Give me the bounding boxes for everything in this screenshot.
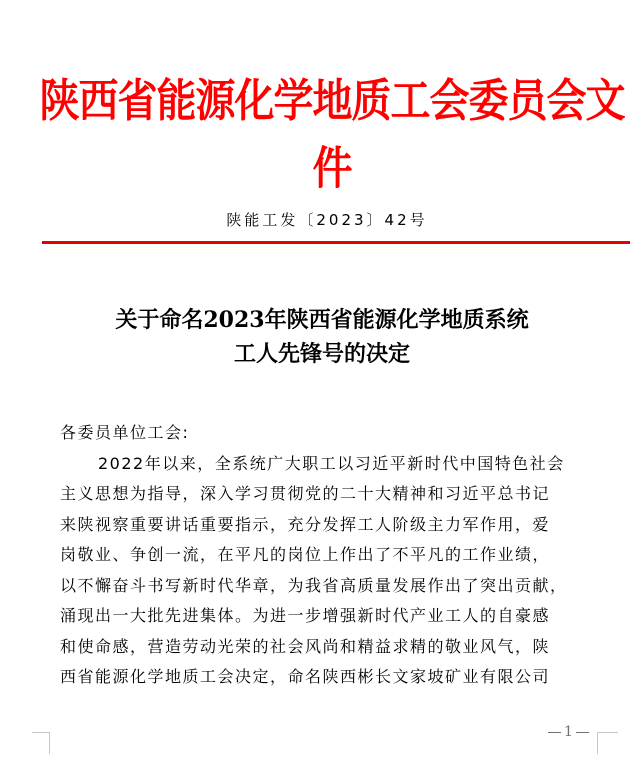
body-line: 来陕视察重要讲话重要指示，充分发挥工人阶级主力军作用，爱: [60, 514, 551, 534]
page-number: [548, 722, 589, 742]
body-line: 和使命感，营造劳动光荣的社会风尚和精益求精的敬业风气，陕: [60, 636, 551, 656]
page-number-dash-right: [576, 732, 589, 733]
body-line: 2022年以来，全系统广大职工以习近平新时代中国特色社会: [98, 453, 565, 473]
body-line: 主义思想为指导，深入学习贯彻党的二十大精神和习近平总书记: [60, 484, 551, 503]
body-line: 以不懈奋斗书写新时代华章，为我省高质量发展作出了突出贡献，: [60, 575, 568, 595]
page-number-dash-left: [548, 732, 561, 733]
document-title: [0, 303, 634, 371]
document-number: 陕能工发〔2023〕42号: [226, 211, 428, 229]
title-line-2: 工人先锋号的决定: [233, 341, 410, 367]
page-margin-corner-right: [597, 732, 618, 754]
document-masthead: 陕西省能源化学地质工会委员会文件: [39, 74, 625, 195]
document-body: [60, 418, 600, 693]
page-margin-corner-left: [32, 732, 50, 754]
body-line: 涌现出一大批先进集体。为进一步增强新时代产业工人的自豪感: [60, 606, 551, 625]
red-divider-rule: [42, 241, 630, 244]
body-line: 岗敬业、争创一流，在平凡的岗位上作出了不平凡的工作业绩，: [60, 545, 551, 564]
body-line: 西省能源化学地质工会决定，命名陕西彬长文家坡矿业有限公司: [60, 667, 551, 686]
title-line-1: 关于命名2023年陕西省能源化学地质系统: [115, 307, 529, 333]
page-number-value: 1: [564, 724, 573, 740]
salutation: 各委员单位工会:: [60, 423, 190, 442]
